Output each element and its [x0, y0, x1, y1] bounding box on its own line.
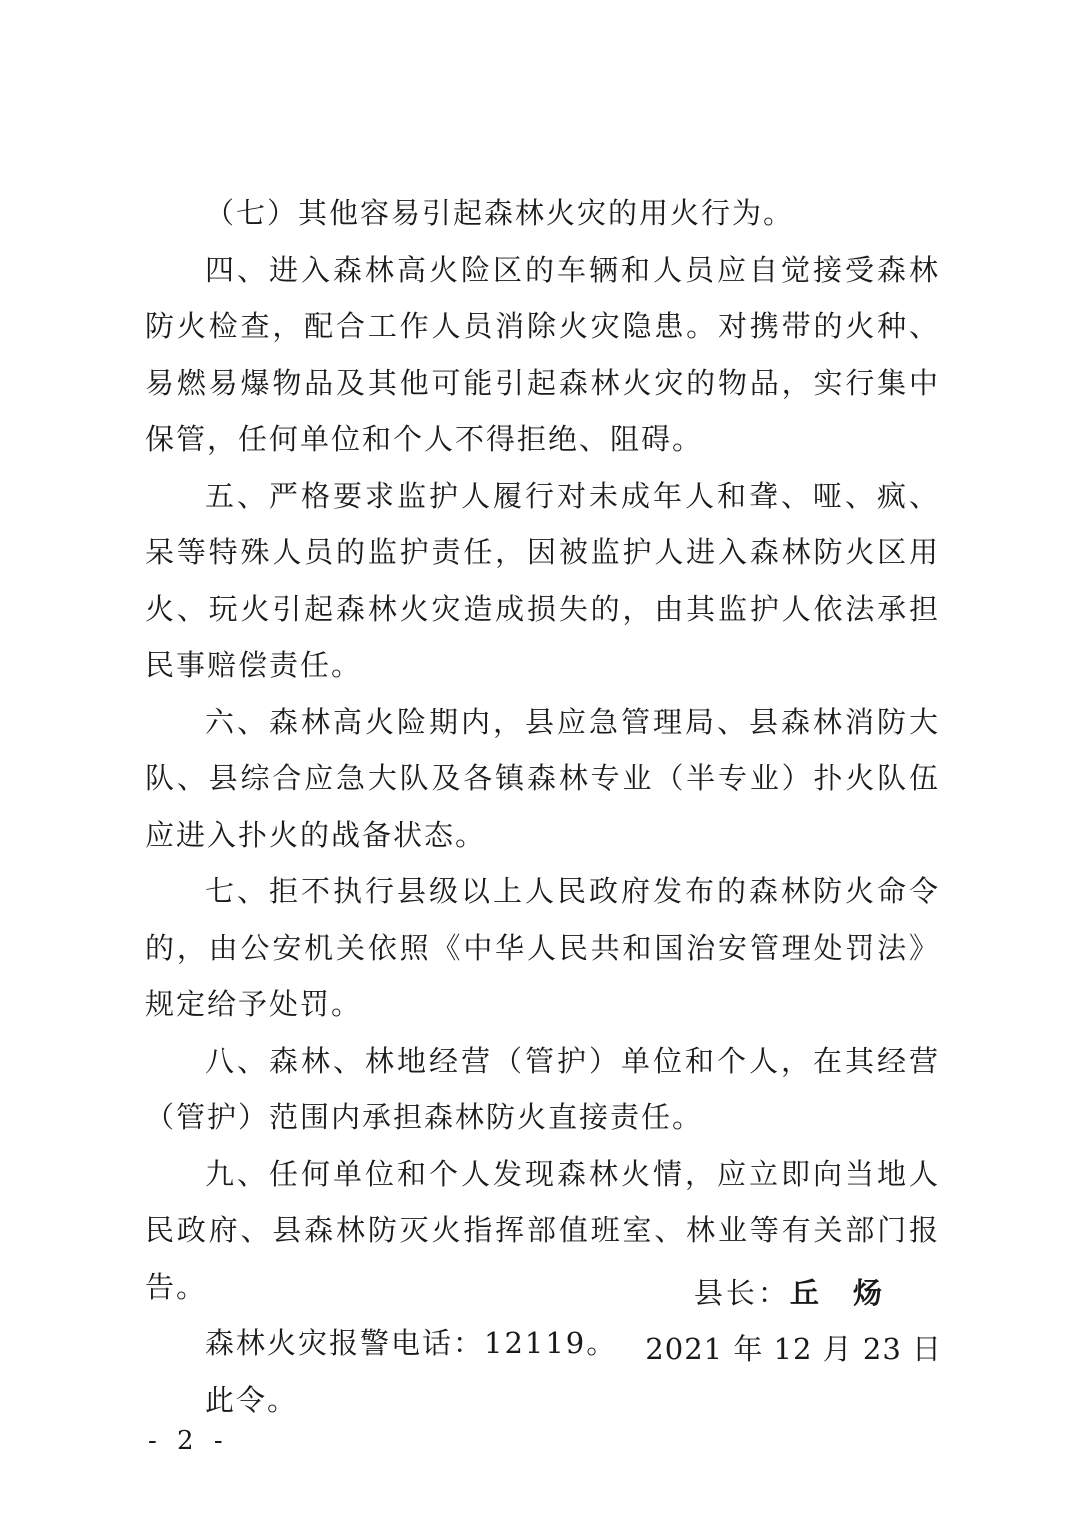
paragraph-article-8: 八、森林、林地经营（管护）单位和个人，在其经营（管护）范围内承担森林防火直接责任。: [145, 1043, 940, 1134]
paragraph-hotline: 森林火灾报警电话：12119。: [205, 1326, 618, 1360]
paragraph-article-9: 九、任何单位和个人发现森林火情，应立即向当地人民政府、县森林防灭火指挥部值班室、林业等有关部门报告。: [145, 1156, 940, 1304]
paragraph-article-6: 六、森林高火险期内，县应急管理局、县森林消防大队、县综合应急大队及各镇森林专业（半专业）扑火队伍应进入扑火的战备状态。: [145, 704, 940, 852]
document-body: [145, 185, 940, 1428]
signer-name: 丘 炀: [789, 1276, 894, 1310]
signature-block: [645, 1268, 942, 1374]
paragraph-closing: 此令。: [205, 1382, 299, 1417]
signer-line: [645, 1268, 942, 1318]
paragraph-article-4: 四、进入森林高火险区的车辆和人员应自觉接受森林防火检查，配合工作人员消除火灾隐患。对携带的火种、易燃易爆物品及其他可能引起森林火灾的物品，实行集中保管，任何单位和个人不得拒绝、阻碍。: [145, 252, 940, 456]
paragraph-item-7: （七）其他容易引起森林火灾的用火行为。: [205, 196, 795, 230]
signature-date: 2021 年 12 月 23 日: [645, 1332, 942, 1366]
signer-title: 县长：: [693, 1276, 790, 1310]
paragraph-article-7: 七、拒不执行县级以上人民政府发布的森林防火命令的，由公安机关依照《中华人民共和国治安管理处罚法》规定给予处罚。: [145, 874, 940, 1021]
page-number: - 2 -: [148, 1426, 229, 1456]
paragraph-article-5: 五、严格要求监护人履行对未成年人和聋、哑、疯、呆等特殊人员的监护责任，因被监护人进入森林防火区用火、玩火引起森林火灾造成损失的，由其监护人依法承担民事赔偿责任。: [145, 478, 940, 682]
